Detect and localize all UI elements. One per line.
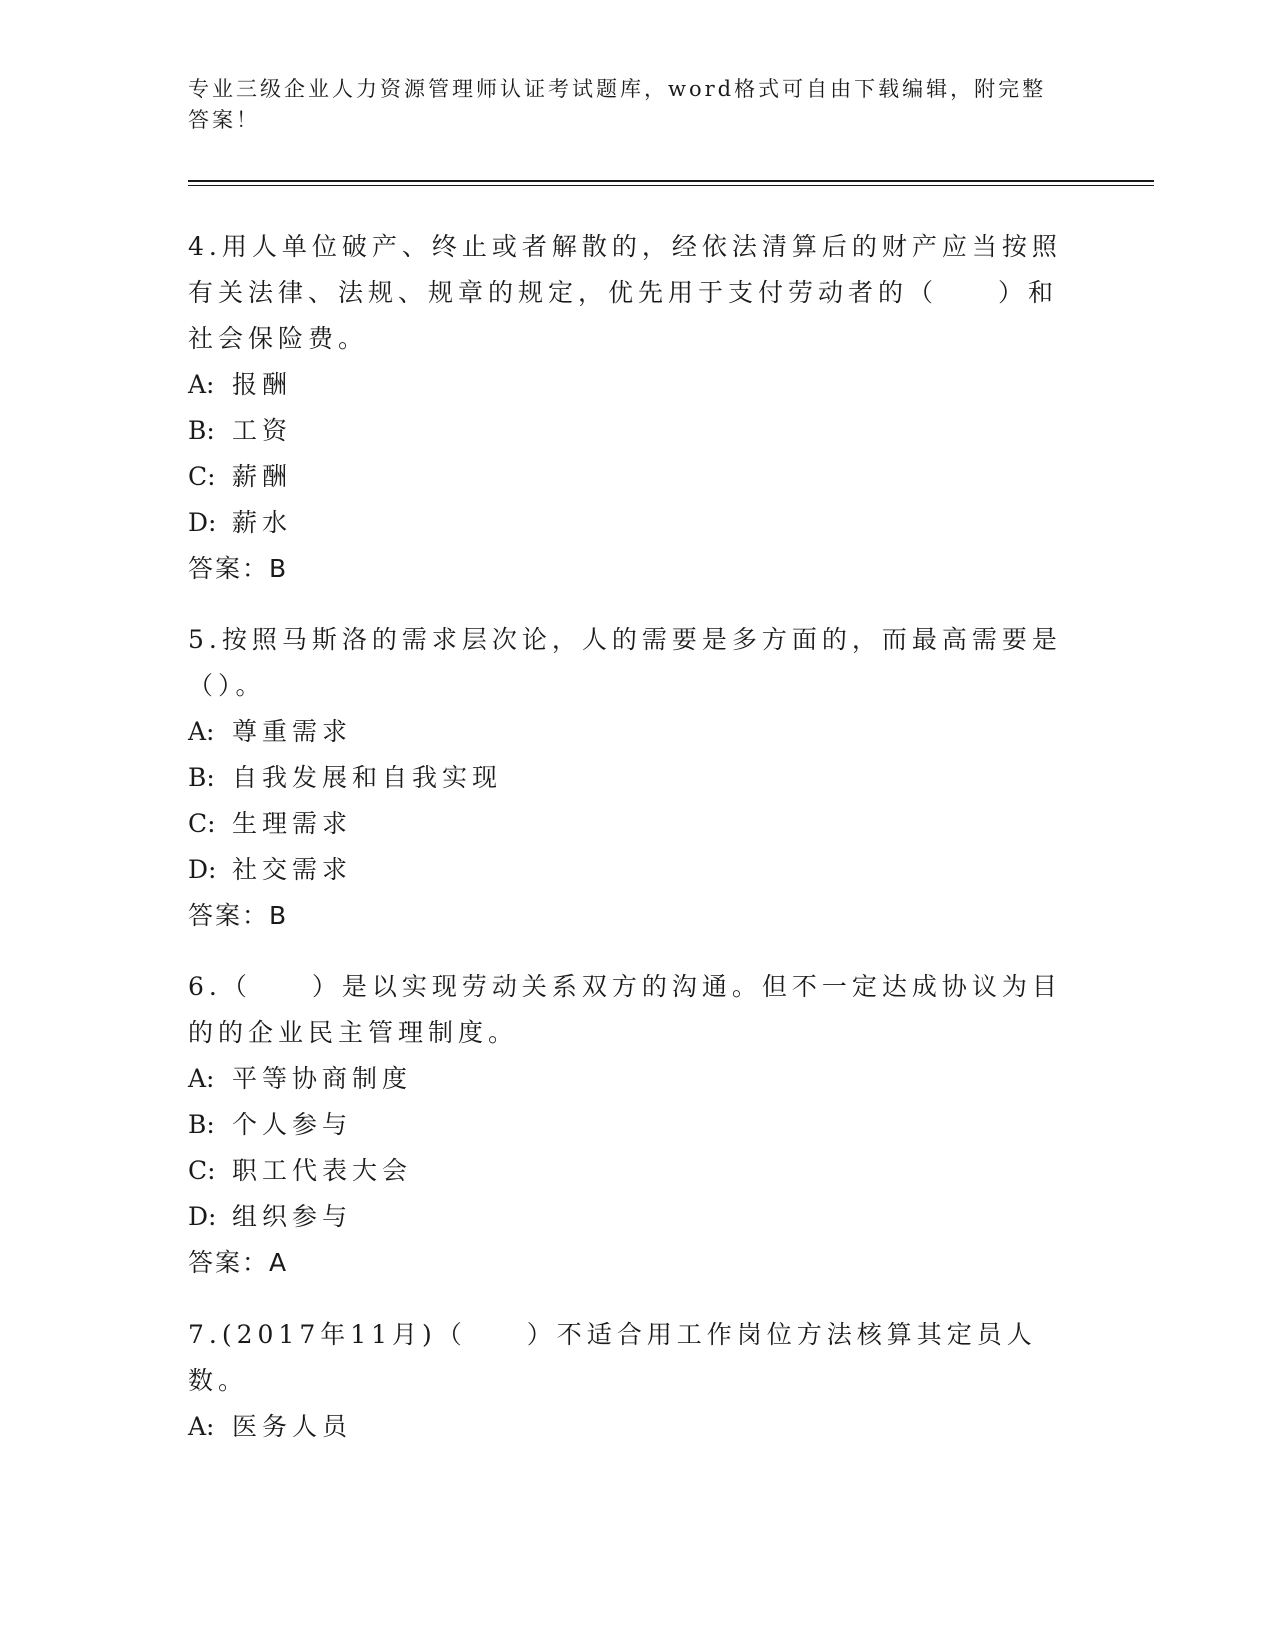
- answer-label: 答案：: [188, 901, 270, 930]
- option-key: C:: [188, 1156, 216, 1185]
- option-text: 医务人员: [232, 1412, 353, 1441]
- option-b: [188, 1102, 1068, 1148]
- option-d: [188, 500, 1068, 546]
- option-text: 报酬: [232, 370, 293, 399]
- option-c: [188, 801, 1068, 847]
- answer-label: 答案：: [188, 554, 270, 583]
- option-a: [188, 1404, 1068, 1450]
- answer-value: A: [269, 1248, 287, 1277]
- option-text: 平等协商制度: [232, 1064, 413, 1093]
- option-text: 组织参与: [232, 1202, 353, 1231]
- option-d: [188, 1194, 1068, 1240]
- option-text: 尊重需求: [232, 717, 353, 746]
- option-key: A:: [188, 1064, 215, 1093]
- question-6: [188, 964, 1068, 1286]
- option-b: [188, 755, 1068, 801]
- option-text: 个人参与: [232, 1110, 353, 1139]
- option-a: [188, 1056, 1068, 1102]
- header-rule-thin: [188, 185, 1154, 186]
- answer-line: [188, 546, 1068, 592]
- option-key: B:: [188, 763, 215, 792]
- option-key: A:: [188, 1412, 215, 1441]
- option-key: D:: [188, 508, 217, 537]
- question-4: [188, 224, 1068, 592]
- option-a: [188, 362, 1068, 408]
- option-d: [188, 847, 1068, 893]
- option-text: 薪水: [232, 508, 293, 537]
- question-stem: 5.按照马斯洛的需求层次论，人的需要是多方面的，而最高需要是（）。: [188, 625, 1062, 700]
- document-header: 专业三级企业人力资源管理师认证考试题库，word格式可自由下载编辑，附完整答案！: [188, 77, 1047, 132]
- question-stem: 7.(2017年11月)（ ）不适合用工作岗位方法核算其定员人数。: [188, 1320, 1037, 1395]
- option-key: C:: [188, 809, 216, 838]
- option-text: 社交需求: [232, 855, 353, 884]
- option-a: [188, 709, 1068, 755]
- option-key: A:: [188, 370, 215, 399]
- question-stem: 6.（ ）是以实现劳动关系双方的沟通。但不一定达成协议为目的的企业民主管理制度。: [188, 972, 1062, 1047]
- option-key: B:: [188, 416, 215, 445]
- option-text: 生理需求: [232, 809, 353, 838]
- question-5: [188, 617, 1068, 939]
- answer-value: B: [269, 901, 287, 930]
- option-b: [188, 408, 1068, 454]
- answer-label: 答案：: [188, 1248, 270, 1277]
- header-rule-thick: [188, 180, 1154, 182]
- option-key: D:: [188, 855, 217, 884]
- option-c: [188, 1148, 1068, 1194]
- option-key: C:: [188, 462, 216, 491]
- option-text: 薪酬: [232, 462, 293, 491]
- answer-line: [188, 1240, 1068, 1286]
- option-key: D:: [188, 1202, 217, 1231]
- answer-line: [188, 893, 1068, 939]
- option-key: A:: [188, 717, 215, 746]
- option-c: [188, 454, 1068, 500]
- answer-value: B: [269, 554, 287, 583]
- question-stem: 4.用人单位破产、终止或者解散的，经依法清算后的财产应当按照有关法律、法规、规章的规定，优先用于支付劳动者的（ ）和社会保险费。: [188, 232, 1062, 353]
- option-key: B:: [188, 1110, 215, 1139]
- option-text: 工资: [232, 416, 293, 445]
- option-text: 职工代表大会: [232, 1156, 413, 1185]
- question-7: [188, 1312, 1068, 1450]
- option-text: 自我发展和自我实现: [232, 763, 503, 792]
